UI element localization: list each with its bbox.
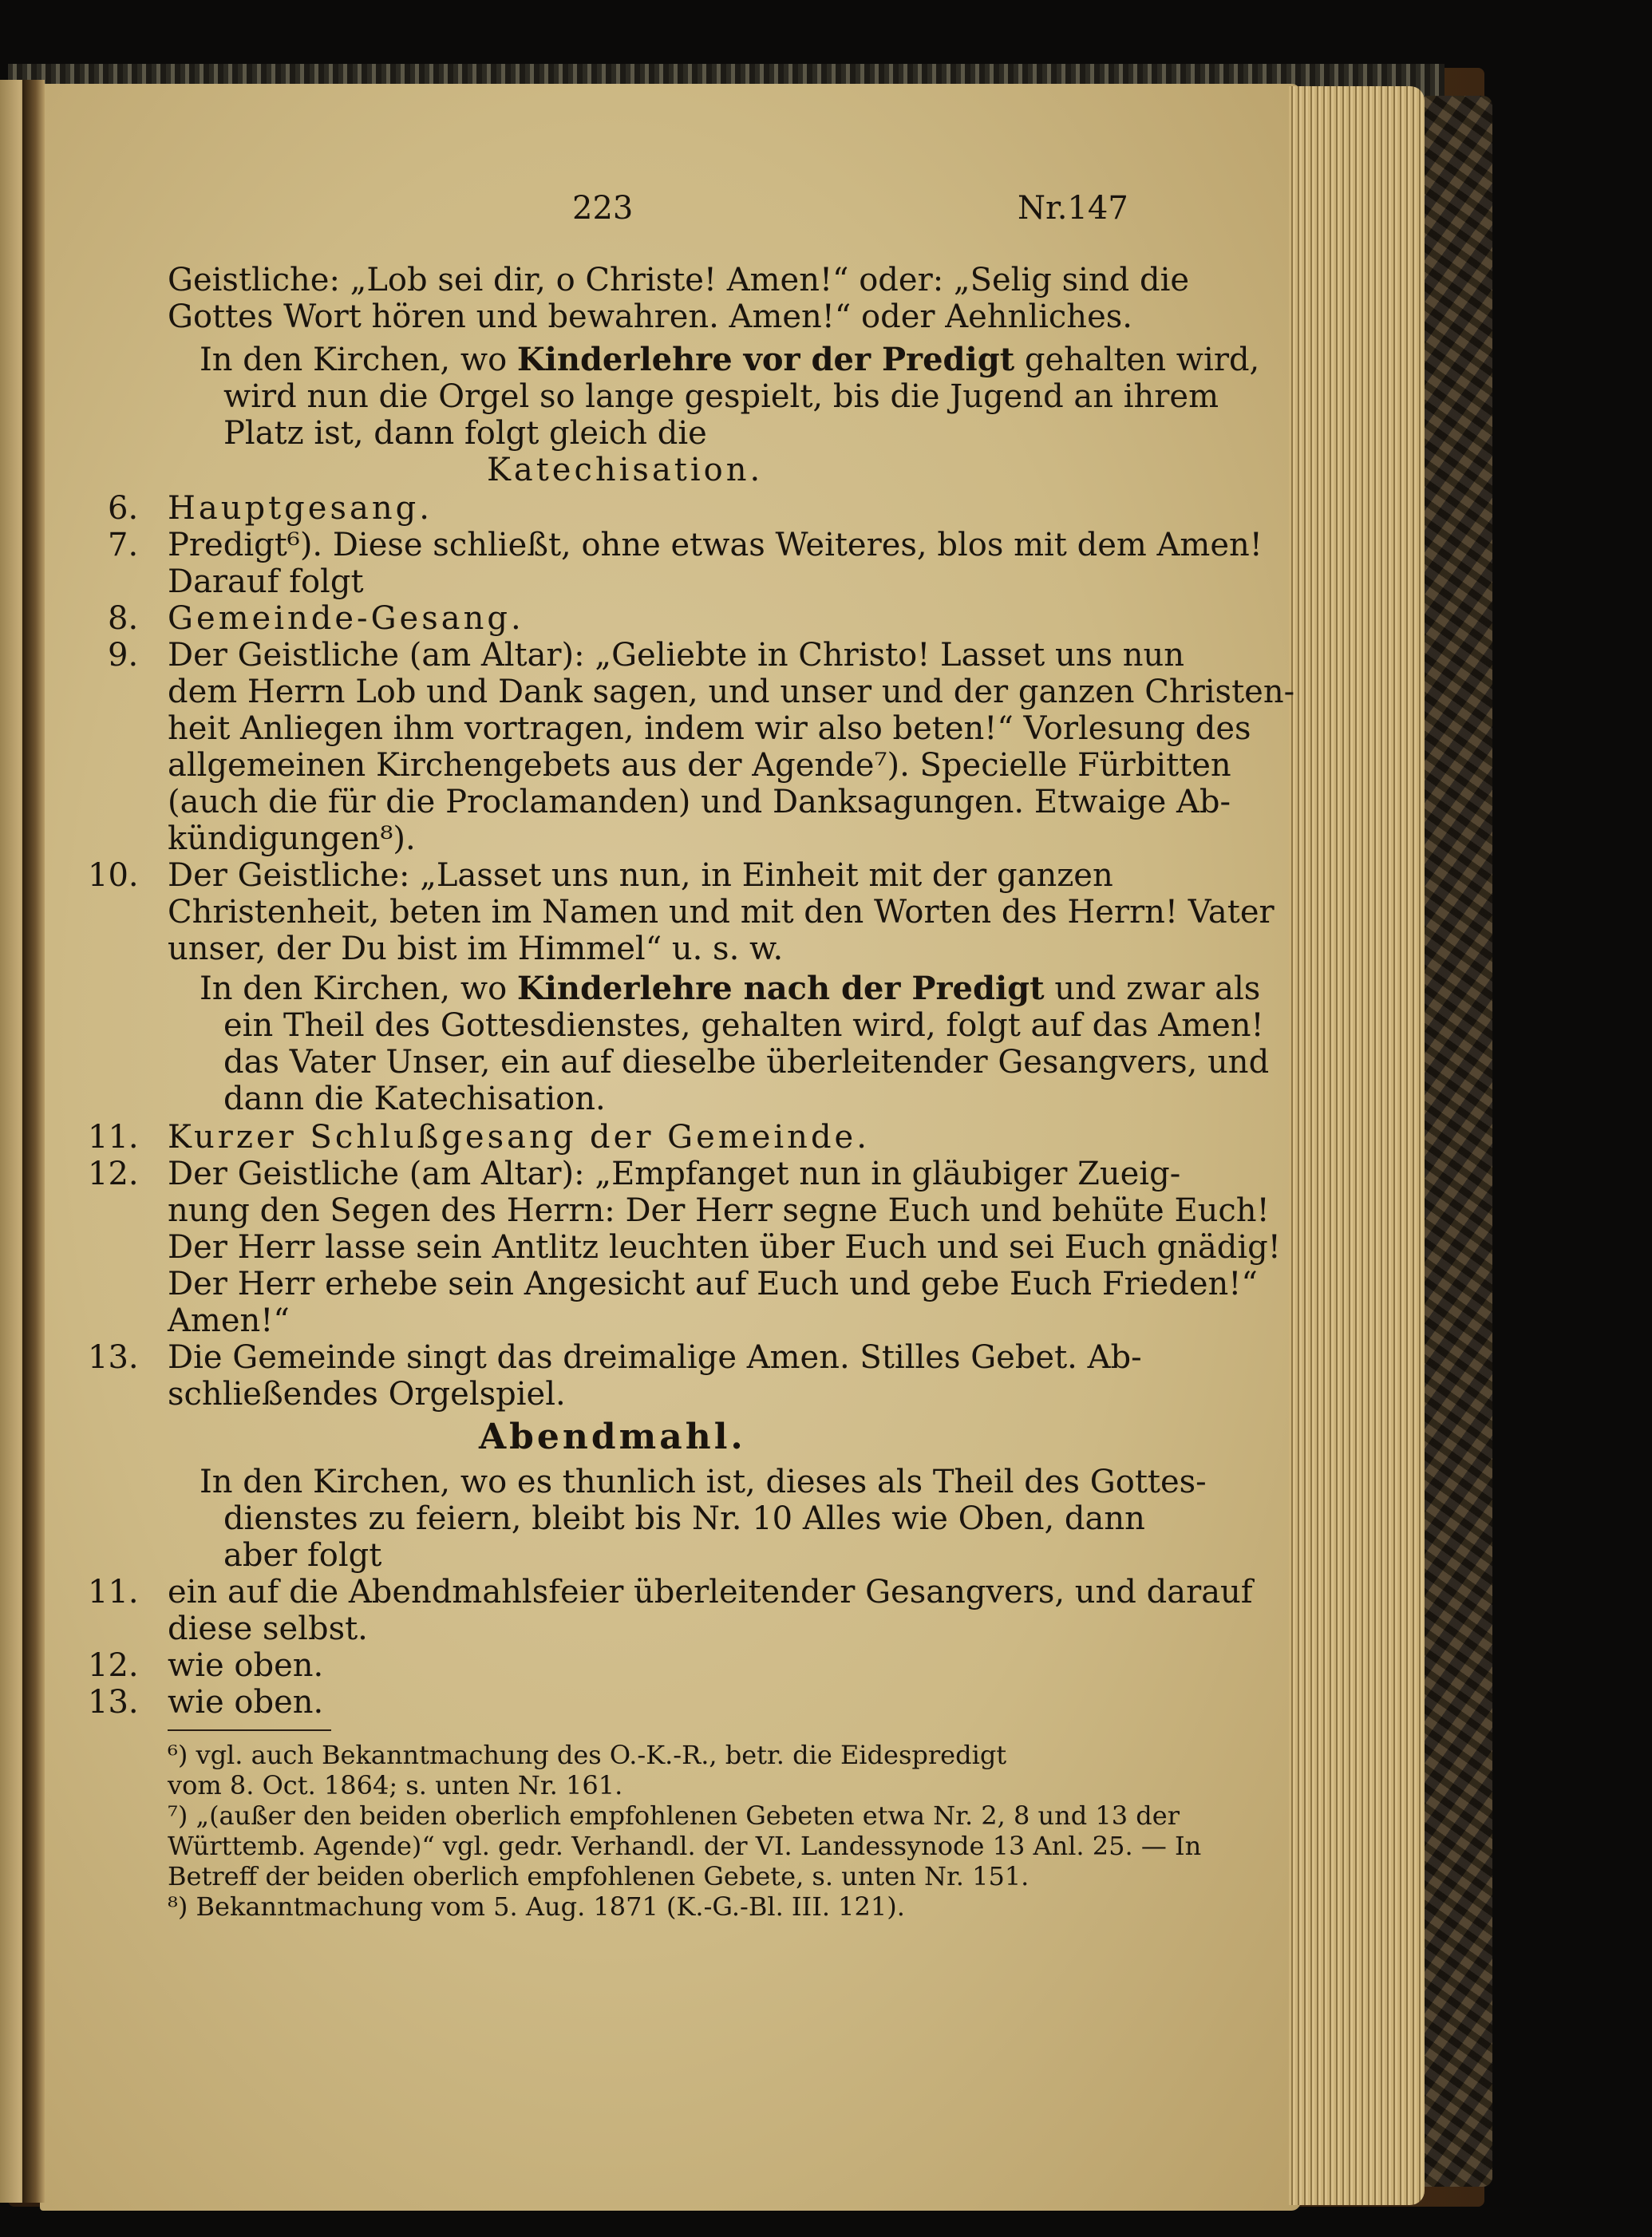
section-word: Katechisation. bbox=[487, 452, 764, 488]
item-number: 12. bbox=[88, 1647, 139, 1684]
footnote-line: Württemb. Agende)“ vgl. gedr. Verhandl. der VI. Landessynode 13 Anl. 25. — In bbox=[168, 1831, 1202, 1861]
text-line: Geistliche: „Lob sei dir, o Christe! Amen!“ oder: „Selig sind die bbox=[168, 262, 1190, 298]
text-line: Die Gemeinde singt das dreimalige Amen. Stilles Gebet. Ab- bbox=[168, 1339, 1142, 1376]
footnote-line: ⁷) „(außer den beiden oberlich empfohlenen Gebeten etwa Nr. 2, 8 und 13 der bbox=[168, 1800, 1180, 1831]
item-number: 7. bbox=[108, 527, 139, 563]
section-heading: Abendmahl. bbox=[479, 1417, 746, 1457]
text-fragment: In den Kirchen, wo bbox=[200, 970, 508, 1007]
text-line: kündigungen⁸). bbox=[168, 820, 416, 857]
text-line: das Vater Unser, ein auf dieselbe überleitender Gesangvers, und bbox=[223, 1044, 1270, 1081]
footnote-line: Betreff der beiden oberlich empfohlenen Gebete, s. unten Nr. 151. bbox=[168, 1861, 1030, 1891]
text-line: Der Herr erhebe sein Angesicht auf Euch und gebe Euch Frieden!“ bbox=[168, 1266, 1258, 1302]
footnote-rule bbox=[168, 1729, 331, 1731]
text-line bbox=[200, 970, 1260, 1007]
text-line: aber folgt bbox=[223, 1537, 382, 1574]
text-line: allgemeinen Kirchengebets aus der Agende⁷). Specielle Fürbitten bbox=[168, 747, 1231, 784]
text-line: (auch die für die Proclamanden) und Danksagungen. Etwaige Ab- bbox=[168, 784, 1231, 820]
footnote-line: vom 8. Oct. 1864; s. unten Nr. 161. bbox=[168, 1770, 623, 1800]
item-number: 13. bbox=[88, 1339, 139, 1376]
item-number: 13. bbox=[88, 1684, 139, 1721]
text-line: heit Anliegen ihm vortragen, indem wir also beten!“ Vorlesung des bbox=[168, 710, 1251, 747]
text-line: Hauptgesang. bbox=[168, 490, 433, 527]
page-ref: Nr.147 bbox=[1018, 190, 1128, 227]
text-line: Der Geistliche (am Altar): „Geliebte in Christo! Lasset uns nun bbox=[168, 637, 1185, 674]
text-line: Gemeinde-Gesang. bbox=[168, 600, 524, 637]
item-number: 10. bbox=[88, 857, 139, 894]
item-number: 9. bbox=[108, 637, 139, 674]
footnote-line: ⁶) vgl. auch Bekanntmachung des O.-K.-R., betr. die Eidespredigt bbox=[168, 1740, 1007, 1770]
text-line: dem Herrn Lob und Dank sagen, und unser und der ganzen Christen- bbox=[168, 674, 1295, 710]
bold-heading: Kinderlehre nach der Predigt bbox=[516, 970, 1045, 1007]
text-line bbox=[200, 342, 1259, 378]
text-line: dienstes zu feiern, bleibt bis Nr. 10 Alles wie Oben, dann bbox=[223, 1500, 1145, 1537]
item-number: 11. bbox=[88, 1119, 139, 1156]
bold-heading: Kinderlehre vor der Predigt bbox=[516, 341, 1015, 378]
text-fragment: In den Kirchen, wo bbox=[200, 342, 508, 378]
text-line: diese selbst. bbox=[168, 1611, 368, 1647]
page-stack-edge bbox=[1289, 86, 1425, 2205]
text-line: wie oben. bbox=[168, 1647, 324, 1684]
item-number: 6. bbox=[108, 490, 139, 527]
text-line: dann die Katechisation. bbox=[223, 1081, 606, 1117]
text-fragment: gehalten wird, bbox=[1024, 342, 1260, 378]
text-line: ein Theil des Gottesdienstes, gehalten wird, folgt auf das Amen! bbox=[223, 1007, 1264, 1044]
text-line: schließendes Orgelspiel. bbox=[168, 1376, 566, 1413]
item-number: 12. bbox=[88, 1156, 139, 1192]
footnote-line: ⁸) Bekanntmachung vom 5. Aug. 1871 (K.-G.-Bl. III. 121). bbox=[168, 1891, 905, 1922]
text-line: ein auf die Abendmahlsfeier überleitender Gesangvers, und darauf bbox=[168, 1574, 1253, 1611]
text-line: Kurzer Schlußgesang der Gemeinde. bbox=[168, 1119, 870, 1156]
text-line: nung den Segen des Herrn: Der Herr segne Euch und behüte Euch! bbox=[168, 1192, 1270, 1229]
text-line: wird nun die Orgel so lange gespielt, bis die Jugend an ihrem bbox=[223, 378, 1219, 415]
item-number: 11. bbox=[88, 1574, 139, 1611]
text-line: In den Kirchen, wo es thunlich ist, dieses als Theil des Gottes- bbox=[200, 1464, 1207, 1500]
text-line: Predigt⁶). Diese schließt, ohne etwas Weiteres, blos mit dem Amen! bbox=[168, 527, 1263, 563]
text-line: Amen!“ bbox=[168, 1302, 290, 1339]
text-line: Gottes Wort hören und bewahren. Amen!“ oder Aehnliches. bbox=[168, 298, 1132, 335]
text-line: Christenheit, beten im Namen und mit den Worten des Herrn! Vater bbox=[168, 894, 1275, 931]
page-gutter bbox=[22, 80, 45, 2203]
item-number: 8. bbox=[108, 600, 139, 637]
text-line: unser, der Du bist im Himmel“ u. s. w. bbox=[168, 931, 784, 967]
text-line: wie oben. bbox=[168, 1684, 324, 1721]
text-fragment: und zwar als bbox=[1054, 970, 1261, 1007]
text-line: Der Herr lasse sein Antlitz leuchten über Euch und sei Euch gnädig! bbox=[168, 1229, 1281, 1266]
text-line: Der Geistliche: „Lasset uns nun, in Einheit mit der ganzen bbox=[168, 857, 1113, 894]
text-line: Der Geistliche (am Altar): „Empfanget nun in gläubiger Zueig- bbox=[168, 1156, 1181, 1192]
text-line: Platz ist, dann folgt gleich die bbox=[223, 415, 707, 452]
text-line: Darauf folgt bbox=[168, 563, 364, 600]
page-number: 223 bbox=[572, 190, 634, 227]
